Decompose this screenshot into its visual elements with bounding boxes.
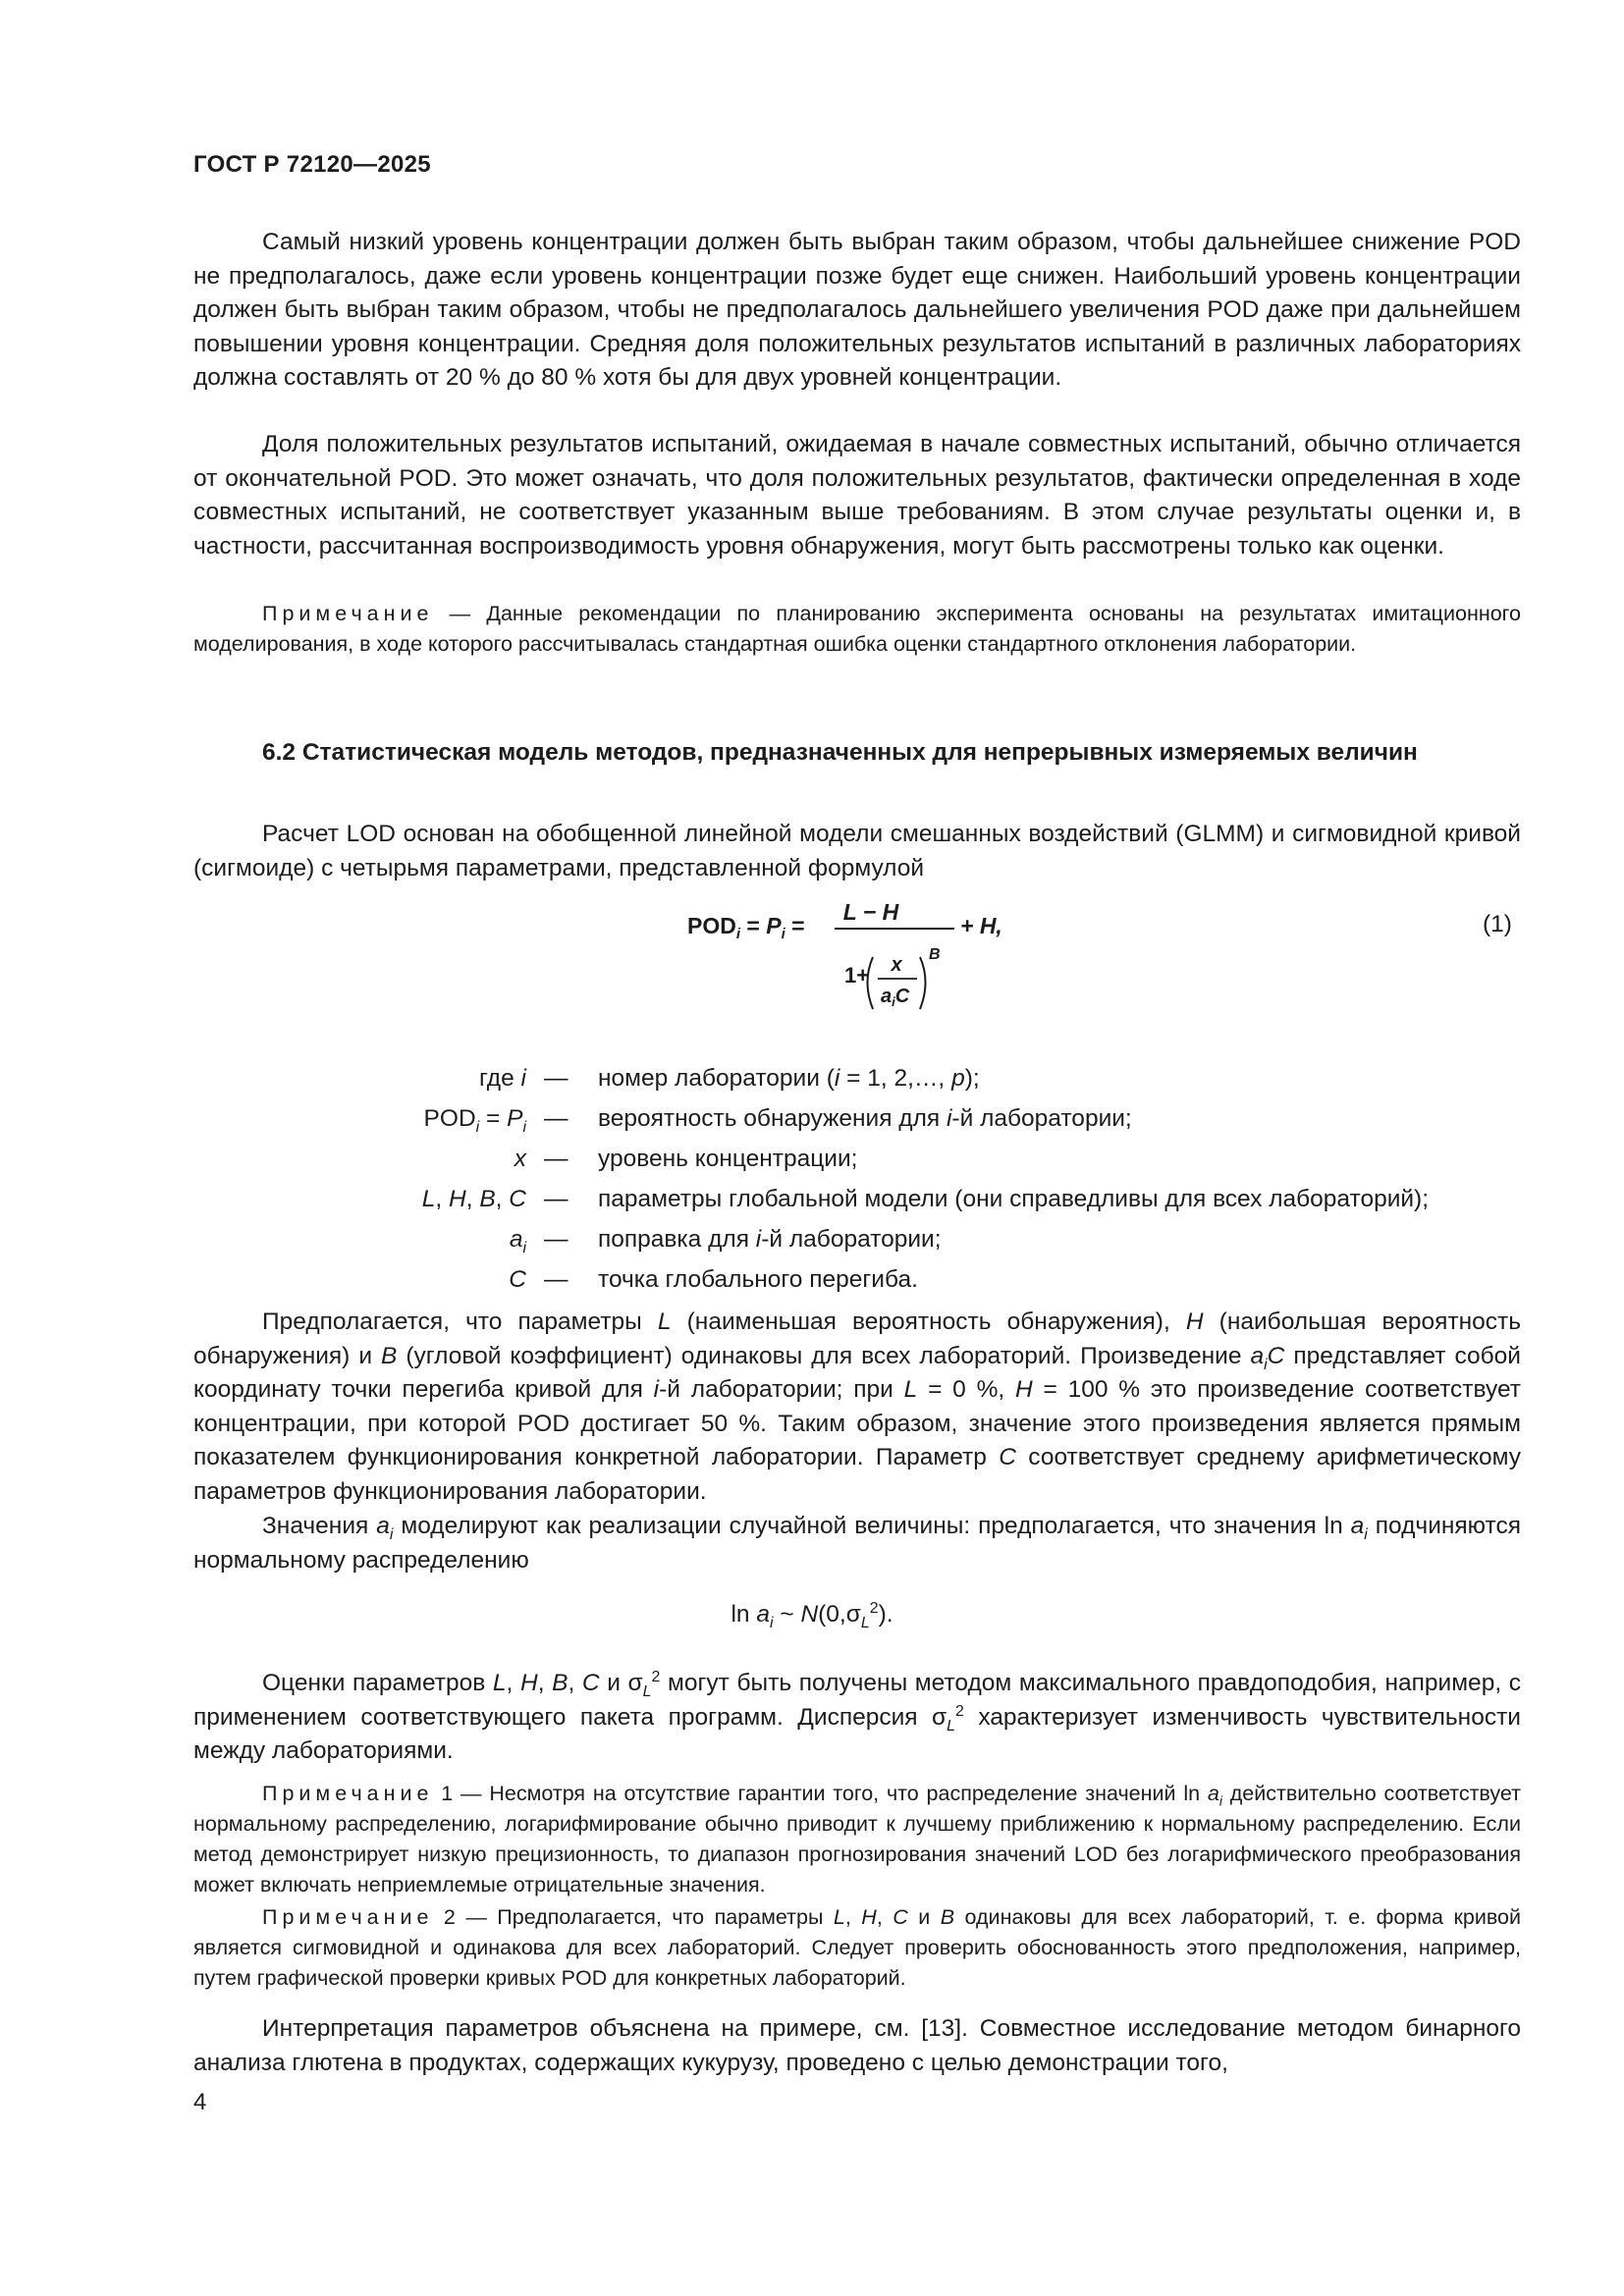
paragraph-6: Оценки параметров L, H, B, C и $\sigma_L^2$ могут быть получены методом максимального правдоподобия, например, с применением соответствующего пакета программ. Дисперсия $\sigma_L^2$ характеризует изменчивость чувствительности между лабораториями. (193, 1668, 1521, 1764)
legend-desc: точка глобального перегиба. (598, 1266, 918, 1293)
paragraph-7: Интерпретация параметров объяснена на примере, см. [13]. Совместное исследование методом бинарного анализа глютена в продуктах, содержащих кукурузу, проведено с целью демонстрации того, (193, 2015, 1521, 2076)
legend-term: L, H, B, C (421, 1186, 526, 1212)
note-1: Примечание 1 — Несмотря на отсутствие гарантии того, что распределение значений $\ln a_i$ действительно соответствует нормальному распределению, логарифмирование обычно приводит к лучшему приближению к нормальному распределению. Если метод демонстрирует низкую прецизионность, то диапазон прогнозирования значений LOD без логарифмического преобразования может включать неприемлемые отрицательные значения. (193, 1782, 1521, 1896)
legend-term: x (514, 1146, 526, 1172)
legend-desc: параметры глобальной модели (они справедливы для всех лабораторий); (598, 1186, 1430, 1212)
formula-1 (687, 898, 1041, 1026)
legend-term: C (509, 1266, 526, 1293)
legend-row: $a_i$ — поправка для i-й лаборатории; (193, 1223, 1521, 1256)
legend-desc: вероятность обнаружения для i-й лаборатории; (598, 1105, 1132, 1132)
page-number: 4 (193, 2089, 207, 2115)
legend-term: $POD_i = P_i$ (423, 1105, 526, 1136)
legend-term: где i (478, 1065, 526, 1092)
legend-row: x — уровень концентрации; (193, 1143, 1521, 1176)
paragraph-4: Предполагается, что параметры L (наименьшая вероятность обнаружения), H (наибольшая вероятность обнаружения) и B (угловой коэффициент) одинаковы для всех лабораторий. Произведение $a_iC$ представляет собой координату точки перегиба кривой для i-й лаборатории; при L = 0 %, H = 100 % это произведение соответствует концентрации, при которой POD достигает 50 %. Таким образом, значение этого произведения является прямым показателем функционирования конкретной лаборатории. Параметр C соответствует среднему арифметическому параметров функционирования лаборатории. (193, 1308, 1522, 1505)
page-header: ГОСТ Р 72120—2025 (193, 151, 431, 178)
equation-number: (1) (1483, 911, 1512, 937)
distribution-equation: $\ln a_i$ ~ $N(0,\sigma_L^2)$. (731, 1599, 893, 1631)
legend-term: $a_i$ (509, 1226, 526, 1256)
formula-exponent: B (929, 946, 941, 963)
legend-desc: уровень концентрации; (598, 1146, 858, 1172)
formula-aiC: $a_iC$ (881, 986, 910, 1009)
paragraph-2: Доля положительных результатов испытаний, ожидаемая в начале совместных испытаний, обычно отличается от окончательной POD. Это может означать, что доля положительных результатов, фактически определенная в ходе совместных испытаний, не соответствует указанным выше требованиям. В этом случае результаты оценки и, в частности, рассчитанная воспроизводимость уровня обнаружения, могут быть рассмотрены только как оценки. (193, 431, 1521, 560)
paragraph-5: Значения $a_i$ моделируют как реализации случайной величины: предполагается, что значения $\ln a_i$ подчиняются нормальному распределению (193, 1513, 1521, 1574)
formula-denom-one: 1+ (844, 963, 870, 988)
legend-row: L, H, B, C — параметры глобальной модели (они справедливы для всех лабораторий); (193, 1183, 1521, 1216)
legend-row: C — точка глобального перегиба. (193, 1263, 1521, 1297)
legend-row: где i — номер лаборатории (i = 1, 2,…, p); (193, 1062, 1521, 1095)
note-label: Примечание (262, 602, 434, 625)
legend-row: $POD_i = P_i$ — вероятность обнаружения для i-й лаборатории; (193, 1102, 1521, 1136)
formula-numerator: L − H (842, 899, 899, 925)
svg-text:PODi = Pi =: $POD_i = P_i$ = (687, 913, 805, 942)
paragraph-1: Самый низкий уровень концентрации должен быть выбран таким образом, чтобы дальнейшее снижение POD не предполагалось, даже если уровень концентрации позже будет еще снижен. Наибольший уровень концентрации должен быть выбран таким образом, чтобы не предполагалось дальнейшего увеличения POD даже при дальнейшем повышении уровня концентрации. Средняя доля положительных результатов испытаний в различных лабораториях должна составлять от 20 % до 80 % хотя бы для двух уровней концентрации. (193, 229, 1521, 391)
legend-desc: поправка для i-й лаборатории; (598, 1226, 942, 1253)
formula-x: x (891, 954, 902, 976)
note-2: Примечание 2 — Предполагается, что параметры L, H, C и B одинаковы для всех лабораторий, т. е. форма кривой является сигмовидной и одинакова для всех лабораторий. Следует проверить обоснованность этого предположения, например, путем графической проверки кривых POD для конкретных лабораторий. (193, 1905, 1521, 1990)
section-heading: 6.2 Статистическая модель методов, предназначенных для непрерывных измеряемых величин (262, 739, 1418, 766)
formula-tail: + H, (960, 913, 1002, 938)
paragraph-3: Расчет LOD основан на обобщенной линейной модели смешанных воздействий (GLMM) и сигмовидной кривой (сигмоиде) с четырьмя параметрами, представленной формулой (193, 821, 1521, 881)
legend-desc: номер лаборатории (i = 1, 2,…, p); (598, 1065, 980, 1092)
formula-right-paren (920, 957, 926, 1009)
formula-lhs-pod: POD (687, 913, 736, 938)
note-0: Примечание — Данные рекомендации по планированию эксперимента основаны на результатах имитационного моделирования, в ходе которого рассчитывалась стандартная ошибка оценки стандартного отклонения лаборатории. (193, 602, 1521, 656)
